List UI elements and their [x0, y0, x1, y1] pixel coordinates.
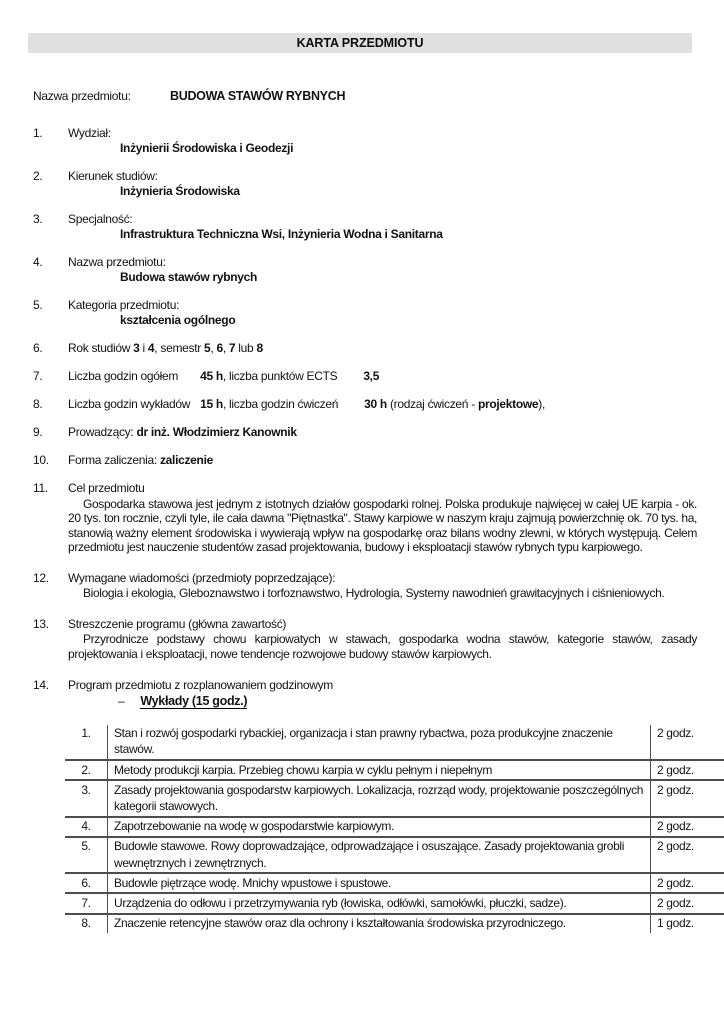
text-run: ), [538, 397, 546, 411]
dash-bullet: – [118, 693, 125, 708]
text-run: lub [235, 341, 257, 355]
lecture-section-heading: Wykłady (15 godz.) [140, 693, 248, 708]
item-body [68, 126, 697, 156]
row-number-cell: 2. [65, 760, 108, 780]
table-row [65, 893, 724, 913]
item-body [68, 341, 697, 356]
item-paragraph: Gospodarka stawowa jest jednym z istotnych działów gospodarki rolnej. Polska produkuje najwięcej w całej UE karpia - ok. 20 tys. ton rocznie, czyli tyle, ile cała dawna "Piętnastka". Stawy karpiowe w naszym kraju zajmują powierzchnię ok. 70 tys. ha, stanowią ważny element środowiska i wywierają wpływ na gospodarkę oraz bilans wodny zlewni, w których występują. Celem przedmiotu jest nauczenie studentów zasad projektowania, budowy i eksploatacji stawów rybnych typu karpiowego. [68, 496, 697, 555]
item-body [68, 212, 697, 242]
text-run: (rodzaj ćwiczeń - [386, 397, 478, 411]
bold-value: 45 h [200, 369, 223, 383]
row-topic-cell: Stan i rozwój gospodarki rybackiej, organizacja i stan prawny rybactwa, poza produkcyjne znaczenie stawów. [108, 725, 651, 760]
bold-value: 7 [228, 341, 236, 355]
bold-value: 3 [133, 341, 140, 355]
item-label: Nazwa przedmiotu: [68, 255, 166, 269]
item-body [68, 571, 697, 601]
item-number: 4. [33, 255, 43, 269]
item-number: 10. [33, 453, 49, 467]
row-number-cell: 7. [65, 893, 108, 913]
item-body [68, 617, 697, 662]
row-topic-cell: Urządzenia do odłowu i przetrzymywania ryb (łowiska, odłówki, samołówki, płuczki, sadze). [108, 893, 651, 913]
list-item-10 [33, 453, 697, 468]
item-text [68, 369, 697, 384]
list-item-1 [33, 126, 697, 156]
item-value: Inżynierii Środowiska i Geodezji [120, 141, 294, 155]
subject-row [33, 89, 697, 104]
bold-value: dr inż. Włodzimierz Kanownik [136, 425, 297, 439]
numbered-items-list [33, 126, 697, 709]
list-item-5 [33, 298, 697, 328]
item-label: Wymagane wiadomości (przedmioty poprzedzające): [68, 570, 336, 585]
text-run: Rok studiów [68, 341, 134, 355]
item-text [68, 425, 697, 440]
bold-value: 30 h [364, 397, 387, 411]
lecture-heading-line [118, 694, 697, 709]
text-run: , [210, 341, 217, 355]
row-topic-cell: Budowle piętrzące wodę. Mnichy wpustowe i spustowe. [108, 873, 651, 893]
table-row [65, 780, 724, 816]
bold-value: 6 [216, 341, 223, 355]
item-number: 13. [33, 616, 49, 631]
item-number: 7. [33, 369, 43, 383]
bold-value: 15 h [200, 397, 223, 411]
subject-value: BUDOWA STAWÓW RYBNYCH [170, 89, 346, 103]
table-row [65, 914, 724, 933]
text-run: Prowadzący: [68, 425, 137, 439]
item-body [68, 298, 697, 328]
bold-value: 4 [147, 341, 155, 355]
row-number-cell: 8. [65, 914, 108, 933]
list-item-9 [33, 425, 697, 440]
row-hours-cell: 2 godz. [651, 873, 724, 893]
item-paragraph: Biologia i ekologia, Gleboznawstwo i torfoznawstwo, Hydrologia, Systemy nawodnień grawitacyjnych i ciśnieniowych. [83, 586, 665, 601]
lecture-schedule-body [65, 725, 724, 933]
table-row [65, 837, 724, 873]
item-number: 12. [33, 570, 49, 585]
list-item-13 [33, 617, 697, 662]
table-row [65, 760, 724, 780]
bold-value: projektowe [477, 397, 539, 411]
text-run: , [222, 341, 229, 355]
list-item-7 [33, 369, 697, 384]
row-topic-cell: Budowle stawowe. Rowy doprowadzające, odprowadzające i osuszające. Zasady projektowania grobli wewnętrznych i zewnętrznych. [108, 837, 651, 873]
item-body [68, 453, 697, 468]
item-label: Streszczenie programu (główna zawartość) [68, 616, 287, 631]
bold-value: 8 [256, 341, 263, 355]
row-hours-cell: 2 godz. [651, 760, 724, 780]
item-label: Wydział: [68, 126, 111, 140]
text-run: i [139, 341, 148, 355]
list-item-14 [33, 678, 697, 709]
table-row [65, 725, 724, 760]
item-text [68, 341, 697, 356]
item-number: 6. [33, 341, 43, 355]
row-topic-cell: Metody produkcji karpia. Przebieg chowu karpia w cyklu pełnym i niepełnym [108, 760, 651, 780]
row-number-cell: 4. [65, 817, 108, 837]
text-run: Liczba godzin ogółem [68, 369, 179, 383]
row-topic-cell: Zasady projektowania gospodarstw karpiowych. Lokalizacja, rozrząd wody, projektowanie poszczególnych kategorii stawowych. [108, 780, 651, 816]
item-body [68, 169, 697, 199]
text-run: , semestr [154, 341, 204, 355]
text-run: Liczba godzin wykładów [68, 397, 191, 411]
row-hours-cell: 2 godz. [651, 837, 724, 873]
item-number: 3. [33, 212, 43, 226]
row-number-cell: 5. [65, 837, 108, 873]
page-title: KARTA PRZEDMIOTU [296, 36, 424, 50]
subject-label: Nazwa przedmiotu: [33, 89, 131, 103]
text-run: Forma zaliczenia: [68, 453, 160, 467]
item-paragraph: Przyrodnicze podstawy chowu karpiowatych w stawach, gospodarka wodna stawów, kategorie stawów, zasady projektowania i eksploatacji, nowe tendencje rozwojowe budowy stawów karpiowych. [68, 632, 697, 662]
item-body [68, 255, 697, 285]
item-body [68, 425, 697, 440]
item-number: 8. [33, 397, 43, 411]
item-number: 1. [33, 126, 43, 140]
table-row [65, 873, 724, 893]
row-hours-cell: 2 godz. [651, 817, 724, 837]
table-row [65, 817, 724, 837]
item-label: Specjalność: [68, 212, 133, 226]
item-body [68, 481, 697, 555]
list-item-6 [33, 341, 697, 356]
list-item-8 [33, 397, 697, 412]
row-topic-cell: Znaczenie retencyjne stawów oraz dla ochrony i kształtowania środowiska przyrodniczego. [108, 914, 651, 933]
item-label: Cel przedmiotu [68, 481, 145, 495]
item-body [68, 678, 697, 709]
item-number: 11. [33, 481, 48, 495]
lecture-schedule-table [65, 725, 724, 933]
item-number: 2. [33, 169, 43, 183]
row-hours-cell: 2 godz. [657, 726, 694, 741]
item-label: Kierunek studiów: [68, 169, 158, 183]
item-number: 14. [33, 677, 49, 692]
item-text [68, 397, 697, 412]
list-item-3 [33, 212, 697, 242]
bold-value: zaliczenie [159, 453, 213, 467]
item-body [68, 397, 697, 412]
item-number: 5. [33, 298, 43, 312]
list-item-4 [33, 255, 697, 285]
item-value: kształcenia ogólnego [120, 313, 236, 327]
item-value: Inżynieria Środowiska [120, 184, 240, 198]
row-number-cell: 3. [65, 780, 108, 816]
row-topic-cell: Zapotrzebowanie na wodę w gospodarstwie karpiowym. [108, 817, 651, 837]
text-run: , liczba punktów ECTS [222, 369, 338, 383]
row-number-cell: 6. [65, 873, 108, 893]
item-value: Budowa stawów rybnych [120, 270, 258, 284]
list-item-2 [33, 169, 697, 199]
item-body [68, 369, 697, 384]
item-value: Infrastruktura Techniczna Wsi, Inżynieria Wodna i Sanitarna [120, 227, 443, 241]
item-label: Program przedmiotu z rozplanowaniem godzinowym [68, 677, 333, 692]
bold-value: 3,5 [363, 369, 380, 383]
row-hours-cell: 2 godz. [651, 780, 724, 816]
item-text [68, 453, 697, 468]
bold-value: 5 [203, 341, 211, 355]
row-hours-cell: 2 godz. [651, 893, 724, 913]
list-item-12 [33, 571, 697, 601]
row-hours-cell: 1 godz. [651, 914, 724, 933]
document-title-bar [28, 33, 692, 53]
list-item-11 [33, 481, 697, 555]
row-number-cell: 1. [65, 725, 108, 760]
item-number: 9. [33, 425, 43, 439]
text-run: , liczba godzin ćwiczeń [222, 397, 339, 411]
item-label: Kategoria przedmiotu: [68, 298, 180, 312]
